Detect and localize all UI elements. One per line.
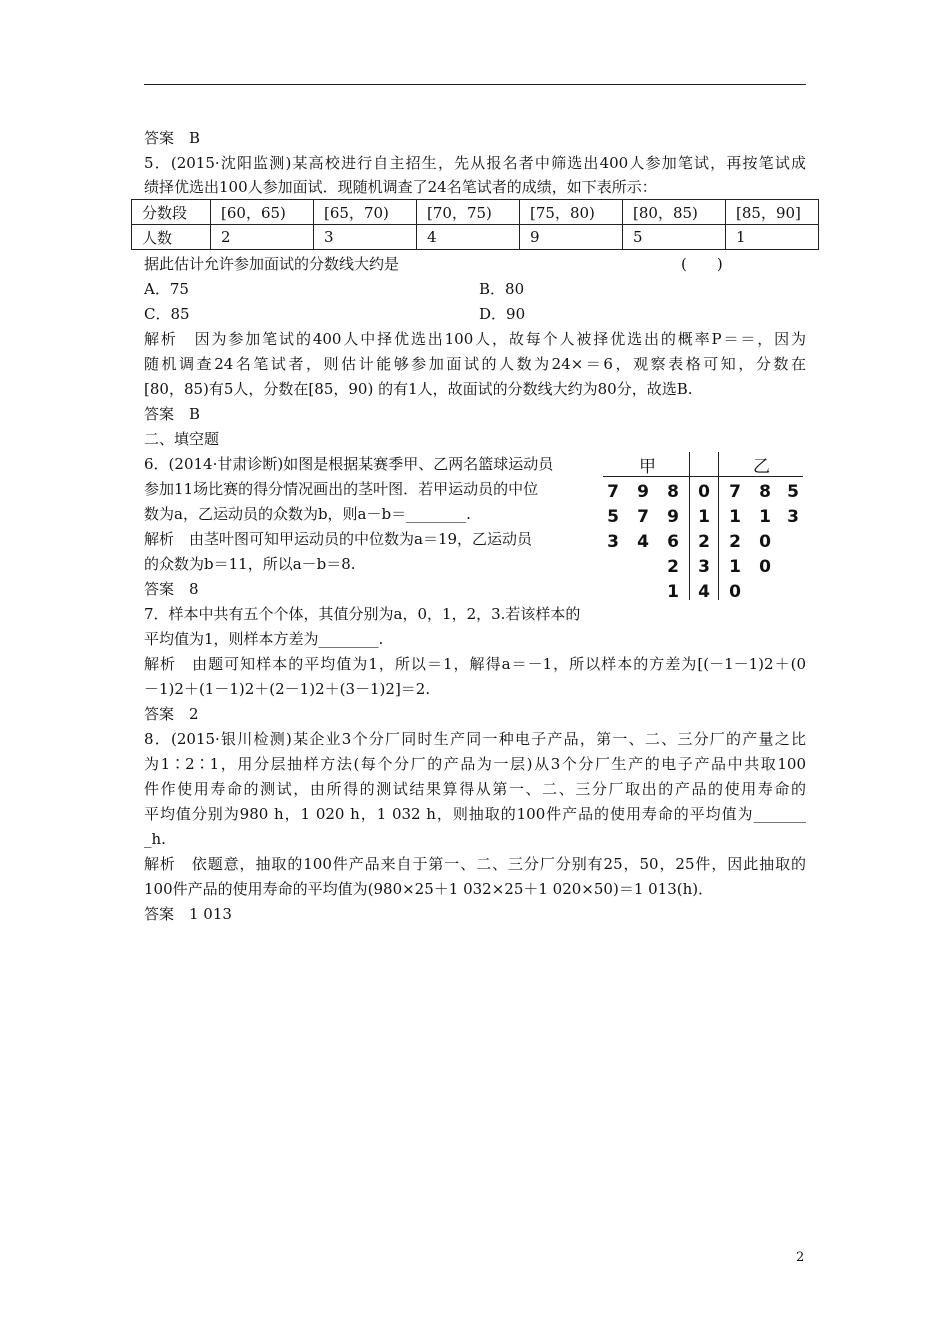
q6-analysis-1: 解析 由茎叶图可知甲运动员的中位数为a＝19，乙运动员: [144, 530, 533, 548]
stem: 3: [698, 557, 710, 577]
leaf: 1: [729, 507, 741, 527]
leaf: 5: [787, 482, 799, 502]
q8-line-1: 8．(2015·银川检测)某企业3个分厂同时生产同一种电子产品，第一、二、三分厂的产量之比: [144, 730, 806, 748]
table-cell: 人数: [132, 225, 211, 250]
leaf: 0: [759, 557, 771, 577]
table-cell: 1: [726, 225, 819, 250]
leaf: 9: [637, 482, 649, 502]
stem-leaf-plot: [603, 452, 803, 602]
stem-left-header: 甲: [639, 457, 656, 477]
leaf: 2: [729, 532, 741, 552]
page-number: 2: [796, 1250, 805, 1265]
q5-line-2: 绩择优选出100人参加面试．现随机调查了24名笔试者的成绩，如下表所示：: [144, 178, 657, 196]
leaf: 1: [667, 582, 679, 602]
option-b: B．80: [479, 280, 525, 298]
leaf: 5: [607, 507, 619, 527]
stem: 2: [698, 532, 710, 552]
table-cell: [60，65): [211, 200, 314, 225]
leaf: 9: [667, 507, 679, 527]
q5-question: 据此估计允许参加面试的分数线大约是: [144, 255, 400, 273]
score-table: [131, 199, 819, 250]
q8-line-4: 平均值分别为980 h，1 020 h，1 032 h，则抽取的100件产品的使用寿命的平均值为_______: [144, 805, 806, 823]
section-heading: 二、填空题: [144, 430, 220, 448]
header-rule: [144, 84, 806, 85]
leaf: 6: [667, 532, 679, 552]
answer-4: 答案 B: [144, 129, 201, 147]
answer-8: 答案 1 013: [144, 905, 232, 923]
table-row: [132, 225, 819, 250]
leaf: 3: [787, 507, 799, 527]
table-cell: 3: [314, 225, 417, 250]
q6-line-3: 数为a，乙运动员的众数为b，则a－b＝________.: [144, 505, 471, 523]
table-cell: 分数段: [132, 200, 211, 225]
table-row: [132, 200, 819, 225]
leaf: 8: [667, 482, 679, 502]
answer-5: 答案 B: [144, 405, 201, 423]
table-cell: 2: [211, 225, 314, 250]
q8-line-5: _h.: [144, 830, 166, 848]
q7-analysis-1: 解析 由题可知样本的平均值为1，所以＝1，解得a＝－1，所以样本的方差为[(－1－1)2＋(0: [144, 655, 806, 673]
q8-line-2: 为1∶2∶1，用分层抽样方法(每个分厂的产品为一层)从3个分厂生产的电子产品中共取100: [144, 755, 806, 773]
leaf: 2: [667, 557, 679, 577]
leaf: 3: [607, 532, 619, 552]
stem-right-header: 乙: [753, 457, 770, 477]
q8-analysis-2: 100件产品的使用寿命的平均值为(980×25＋1 032×25＋1 020×50)＝1 013(h)．: [144, 880, 714, 898]
table-cell: [75，80): [520, 200, 623, 225]
table-cell: [70，75): [417, 200, 520, 225]
q6-line-2: 参加11场比赛的得分情况画出的茎叶图．若甲运动员的中位: [144, 480, 539, 498]
option-a: A．75: [144, 280, 189, 298]
q5-analysis-3: [80，85)有5人，分数在[85，90) 的有1人，故面试的分数线大约为80分，故选B.: [144, 380, 693, 398]
q8-line-3: 件作使用寿命的测试，由所得的测试结果算得从第一、二、三分厂取出的产品的使用寿命的: [144, 780, 806, 798]
q7-line-2: 平均值为1，则样本方差为________.: [144, 630, 384, 648]
leaf: 1: [729, 557, 741, 577]
q5-analysis-1: 解析 因为参加笔试的400人中择优选出100人，故每个人被择优选出的概率P＝＝，因为: [144, 330, 806, 348]
leaf: 7: [607, 482, 619, 502]
stem-divider-right: [718, 452, 719, 600]
leaf: 1: [759, 507, 771, 527]
leaf: 8: [759, 482, 771, 502]
q6-line-1: 6．(2014·甘肃诊断)如图是根据某赛季甲、乙两名篮球运动员: [144, 455, 554, 473]
table-cell: 5: [623, 225, 726, 250]
answer-6: 答案 8: [144, 580, 199, 598]
stem-divider-left: [689, 452, 690, 600]
q6-analysis-2: 的众数为b＝11，所以a－b＝8.: [144, 555, 356, 573]
q7-line-1: 7．样本中共有五个个体，其值分别为a，0，1，2，3.若该样本的: [144, 605, 581, 623]
q5-analysis-2: 随机调查24名笔试者，则估计能够参加面试的人数为24×＝6，观察表格可知，分数在: [144, 355, 806, 373]
table-cell: [85，90]: [726, 200, 819, 225]
q8-analysis-1: 解析 依题意，抽取的100件产品来自于第一、二、三分厂分别有25，50，25件，因此抽取的: [144, 855, 806, 873]
stem: 4: [698, 582, 710, 602]
stem: 0: [698, 482, 710, 502]
answer-blank: ( ): [681, 255, 723, 273]
table-cell: 4: [417, 225, 520, 250]
leaf: 7: [729, 482, 741, 502]
q5-line-1: 5．(2015·沈阳监测)某高校进行自主招生，先从报名者中筛选出400人参加笔试，再按笔试成: [144, 154, 806, 172]
table-cell: 9: [520, 225, 623, 250]
stem-header-line: [603, 476, 803, 477]
table-cell: [80，85): [623, 200, 726, 225]
stem: 1: [698, 507, 710, 527]
option-c: C．85: [144, 305, 190, 323]
leaf: 7: [637, 507, 649, 527]
table-cell: [65，70): [314, 200, 417, 225]
q7-analysis-2: －1)2＋(1－1)2＋(2－1)2＋(3－1)2]＝2.: [144, 680, 431, 698]
answer-7: 答案 2: [144, 705, 199, 723]
leaf: 4: [637, 532, 649, 552]
leaf: 0: [759, 532, 771, 552]
leaf: 0: [729, 582, 741, 602]
option-d: D．90: [479, 305, 526, 323]
